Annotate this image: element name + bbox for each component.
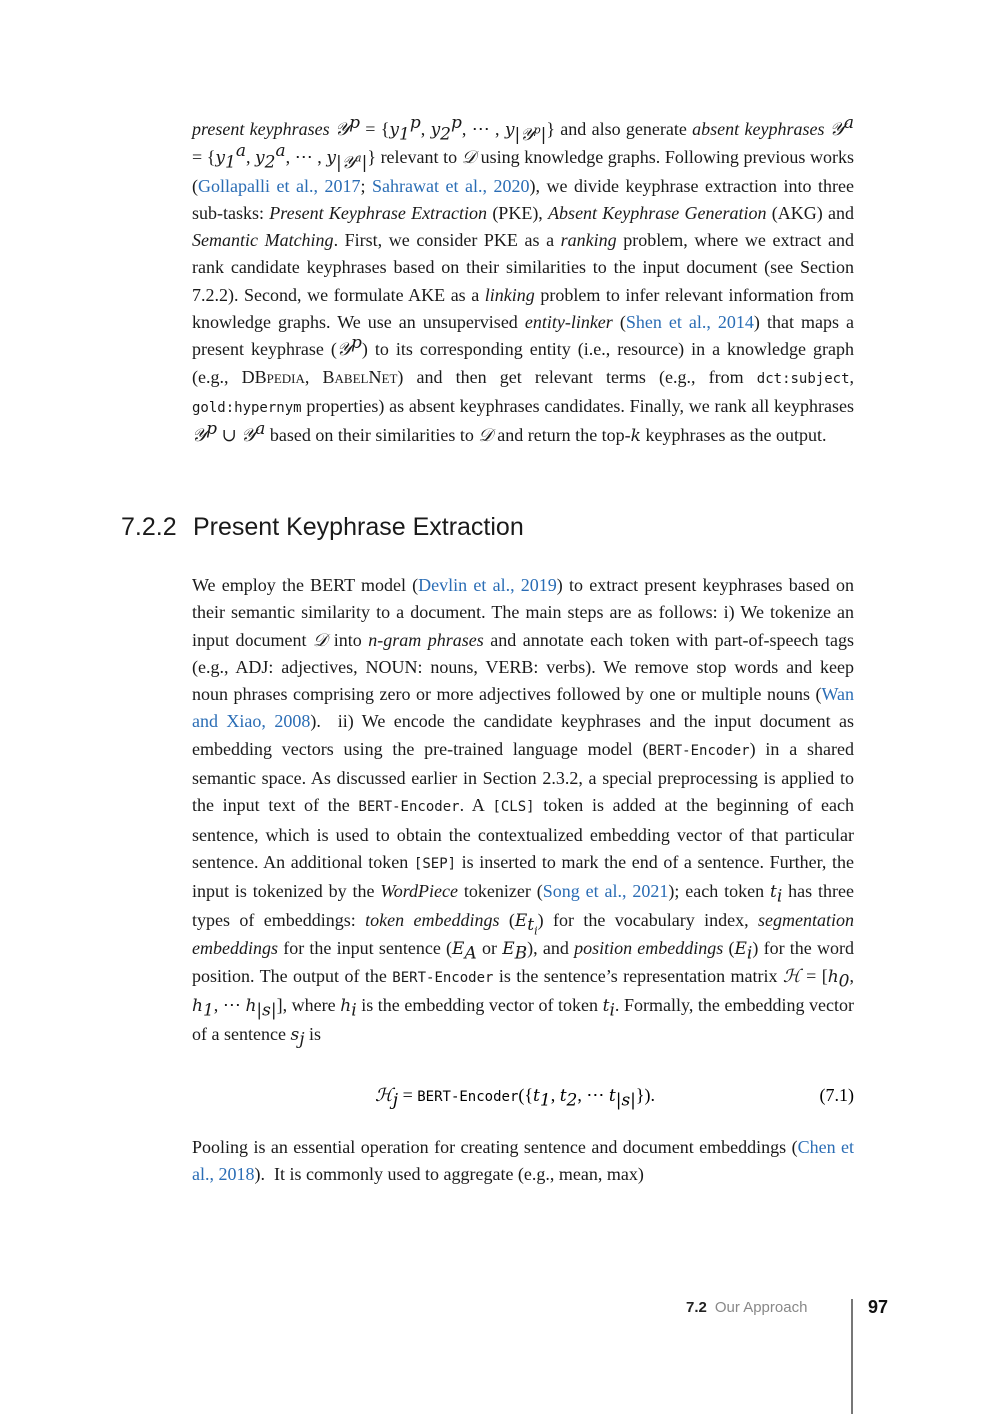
footer-section-title: Our Approach: [714, 1299, 808, 1316]
section-number: 7.2.2: [121, 513, 177, 541]
body-paragraph: Pooling is an essential operation for creating sentence and document embeddings (Chen et al., 2018). It is commonly used to aggregate (e.g., mean, max): [192, 1137, 854, 1185]
citation-link[interactable]: Devlin et al., 2019: [418, 575, 557, 595]
page-number: 97: [868, 1297, 889, 1317]
citation-link[interactable]: Shen et al., 2014: [625, 312, 754, 333]
citation-link[interactable]: Wan and Xiao, 2008: [192, 684, 854, 732]
citation-link[interactable]: Sahrawat et al., 2020: [372, 175, 530, 196]
body-paragraph: We employ the BERT model (Devlin et al., 2019) to extract present keyphrases based on their semantic similarity to a document. The main steps are as follows: i) We tokenize an input document 𝒟 into n-gram phrases and annotate each token with part-of-speech tags (e.g., ADJ: adjectives, NOUN: nouns, VERB: verbs). We remove stop words and keep noun phrases comprising zero or more adjectives followed by one or multiple nouns (Wan and Xiao, 2008). ii) We encode the candidate keyphrases and the input document as embedding vectors using the pre-trained language model (BERT-Encoder) in a shared semantic space. As discussed earlier in Section 2.3.2, a special preprocessing is applied to the input text of the BERT-Encoder. A [CLS] token is added at the beginning of each sentence, which is used to obtain the contextualized embedding vector of that particular sentence. An additional token [SEP] is inserted to mark the end of a sentence. Further, the input is tokenized by the WordPiece tokenizer (Song et al., 2021); each token $t_i$ has three types of embeddings: token embeddings $(E_{t_i})$ for the vocabulary index, segmentation embeddings for the input sentence ($E_A$ or $E_B$), and position embeddings $(E_i)$ for the word position. The output of the BERT-Encoder is the sentence’s representation matrix ℋ = [$h_0$, $h_1$, ⋯ $h_{|s|}$], where $h_i$ is the embedding vector of token $t_i$. Formally, the embedding vector of a sentence $s_j$ is: [192, 575, 855, 1050]
equation: [192, 1085, 854, 1113]
citation-link[interactable]: Gollapalli et al., 2017: [198, 175, 361, 196]
equation-body: ℋ$_j$ = BERT-$Encoder(\{t_1$, $t_2$, ⋯ $t_{|s|}$}).: [375, 1085, 656, 1111]
equation-label: (7.1): [819, 1085, 854, 1105]
section-heading: [121, 513, 524, 542]
citation-link[interactable]: Song et al., 2021: [542, 881, 669, 902]
equation-encoder: BERT-Encoder: [417, 1089, 519, 1105]
section-title: Present Keyphrase Extraction: [193, 513, 524, 541]
running-footer: [686, 1299, 807, 1316]
footer-rule: [851, 1299, 853, 1414]
intro-paragraph: present keyphrases 𝒴$^p$ = {$y_1^p$, $y_2^p$, ⋯ , $y_{|𝒴^p|}$} and also generate absent keyphrases 𝒴$^a$ = {$y_1^a$, $y_2^a$, ⋯ , $y_{|𝒴^a|}$} relevant to 𝒟 using knowledge graphs. Following previous works (Gollapalli et al., 2017; Sahrawat et al., 2020), we divide keyphrase extraction into three sub-tasks: Present Keyphrase Extraction (PKE), Absent Keyphrase Generation (AKG) and Semantic Matching. First, we consider PKE as a ranking problem, where we extract and rank candidate keyphrases based on their similarities to the input document (see Section 7.2.2). Second, we formulate AKE as a linking problem to infer relevant information from knowledge graphs. We use an unsupervised entity-linker (Shen et al., 2014) that maps a present keyphrase (𝒴$^p$) to its corresponding entity (i.e., resource) in a knowledge graph (e.g., DBpedia, BabelNet) and then get relevant terms (e.g., from dct:subject, gold:hypernym properties) as absent keyphrases candidates. Finally, we rank all keyphrases 𝒴$^p$ ∪ 𝒴$^a$ based on their similarities to 𝒟 and return the top-k keyphrases as the output.: [192, 113, 855, 447]
footer-section-number: 7.2: [686, 1299, 707, 1316]
citation-link[interactable]: Chen et al., 2018: [192, 1137, 854, 1185]
